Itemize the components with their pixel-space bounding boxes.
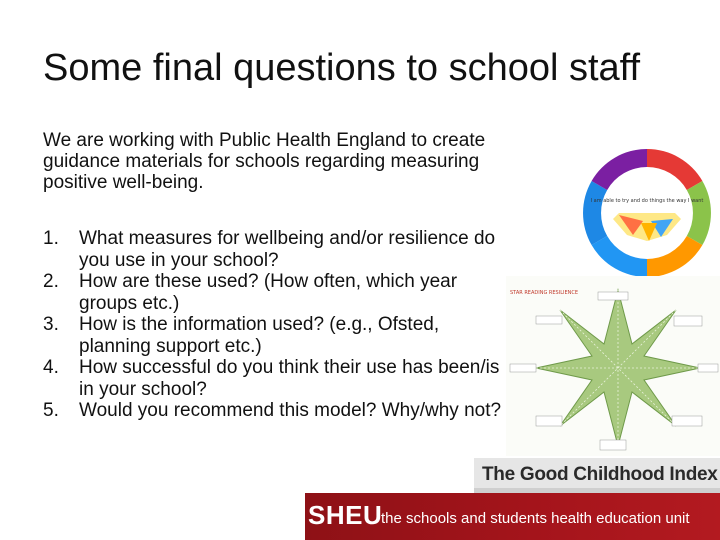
list-number: 5. <box>43 400 59 421</box>
wheel-graphic <box>574 140 720 286</box>
questions-list <box>43 228 513 422</box>
sheu-logo: SHEU <box>308 500 383 530</box>
list-number: 3. <box>43 314 59 335</box>
star-graphic <box>506 276 720 456</box>
list-number: 1. <box>43 228 59 249</box>
wheel-centre-text: I am able to try and do things the way I want <box>590 198 704 204</box>
slide-title: Some final questions to school staff <box>43 47 641 89</box>
star-header: STAR READING RESILIENCE <box>510 290 578 296</box>
list-item <box>43 400 513 422</box>
list-item <box>43 357 513 400</box>
question-text: How is the information used? (e.g., Ofsted, planning support etc.) <box>79 314 440 357</box>
question-text: Would you recommend this model? Why/why not? <box>79 400 502 421</box>
list-item <box>43 314 513 357</box>
list-item <box>43 228 513 271</box>
list-number: 4. <box>43 357 59 378</box>
list-number: 2. <box>43 271 59 292</box>
wellbeing-wheel-image <box>574 140 720 286</box>
question-text: How successful do you think their use has been/is in your school? <box>79 357 500 400</box>
list-item <box>43 271 513 314</box>
good-childhood-index-label: The Good Childhood Index <box>482 464 718 485</box>
intro-paragraph: We are working with Public Health England to create guidance materials for schools regarding measuring positive well-being. <box>43 130 486 193</box>
footer-tagline: the schools and students health education unit <box>381 510 690 527</box>
question-text: How are these used? (How often, which year groups etc.) <box>79 271 458 314</box>
question-text: What measures for wellbeing and/or resilience do you use in your school? <box>79 228 496 271</box>
star-diagram-image <box>506 276 720 456</box>
